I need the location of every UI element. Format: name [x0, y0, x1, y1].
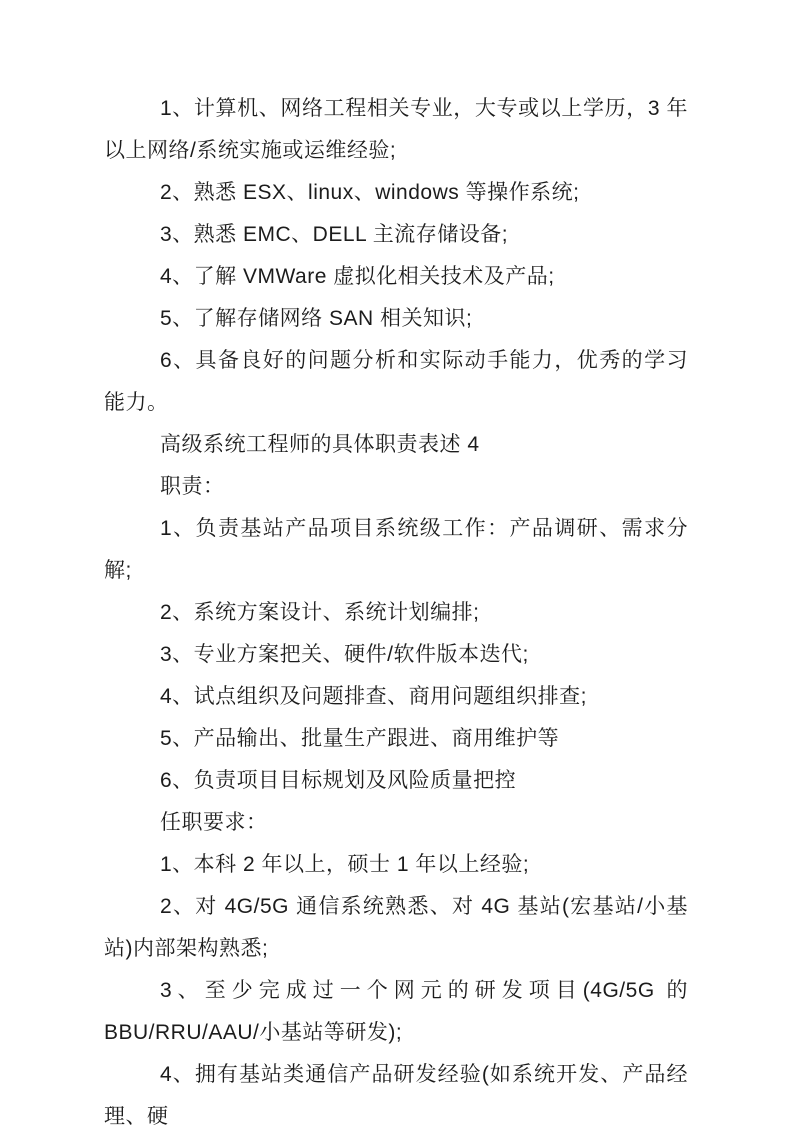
paragraph: 1、本科 2 年以上，硕士 1 年以上经验;	[160, 853, 530, 876]
paragraph: 6、具备良好的问题分析和实际动手能力，优秀的学习能力。	[104, 349, 688, 414]
paragraph: 3、至少完成过一个网元的研发项目(4G/5G 的 BBU/RRU/AAU/小基站等研发);	[104, 979, 688, 1044]
paragraph: 1、负责基站产品项目系统级工作：产品调研、需求分解;	[104, 517, 688, 582]
paragraph: 4、了解 VMWare 虚拟化相关技术及产品;	[160, 265, 555, 288]
paragraph: 1、计算机、网络工程相关专业，大专或以上学历，3 年以上网络/系统实施或运维经验;	[104, 97, 688, 162]
paragraph: 高级系统工程师的具体职责表述 4	[160, 433, 480, 456]
paragraph: 2、系统方案设计、系统计划编排;	[160, 601, 480, 624]
paragraph: 任职要求：	[160, 811, 268, 834]
paragraph: 2、对 4G/5G 通信系统熟悉、对 4G 基站(宏基站/小基站)内部架构熟悉;	[104, 895, 688, 960]
paragraph: 4、拥有基站类通信产品研发经验(如系统开发、产品经理、硬	[104, 1063, 688, 1128]
paragraph: 3、熟悉 EMC、DELL 主流存储设备;	[160, 223, 509, 246]
paragraph: 5、了解存储网络 SAN 相关知识;	[160, 307, 473, 330]
paragraph: 5、产品输出、批量生产跟进、商用维护等	[160, 727, 560, 750]
paragraph: 2、熟悉 ESX、linux、windows 等操作系统;	[160, 181, 580, 204]
paragraph: 6、负责项目目标规划及风险质量把控	[160, 769, 517, 792]
paragraph: 职责：	[160, 475, 225, 498]
paragraph: 4、试点组织及问题排查、商用问题组织排查;	[160, 685, 588, 708]
paragraph: 3、专业方案把关、硬件/软件版本迭代;	[160, 643, 529, 666]
